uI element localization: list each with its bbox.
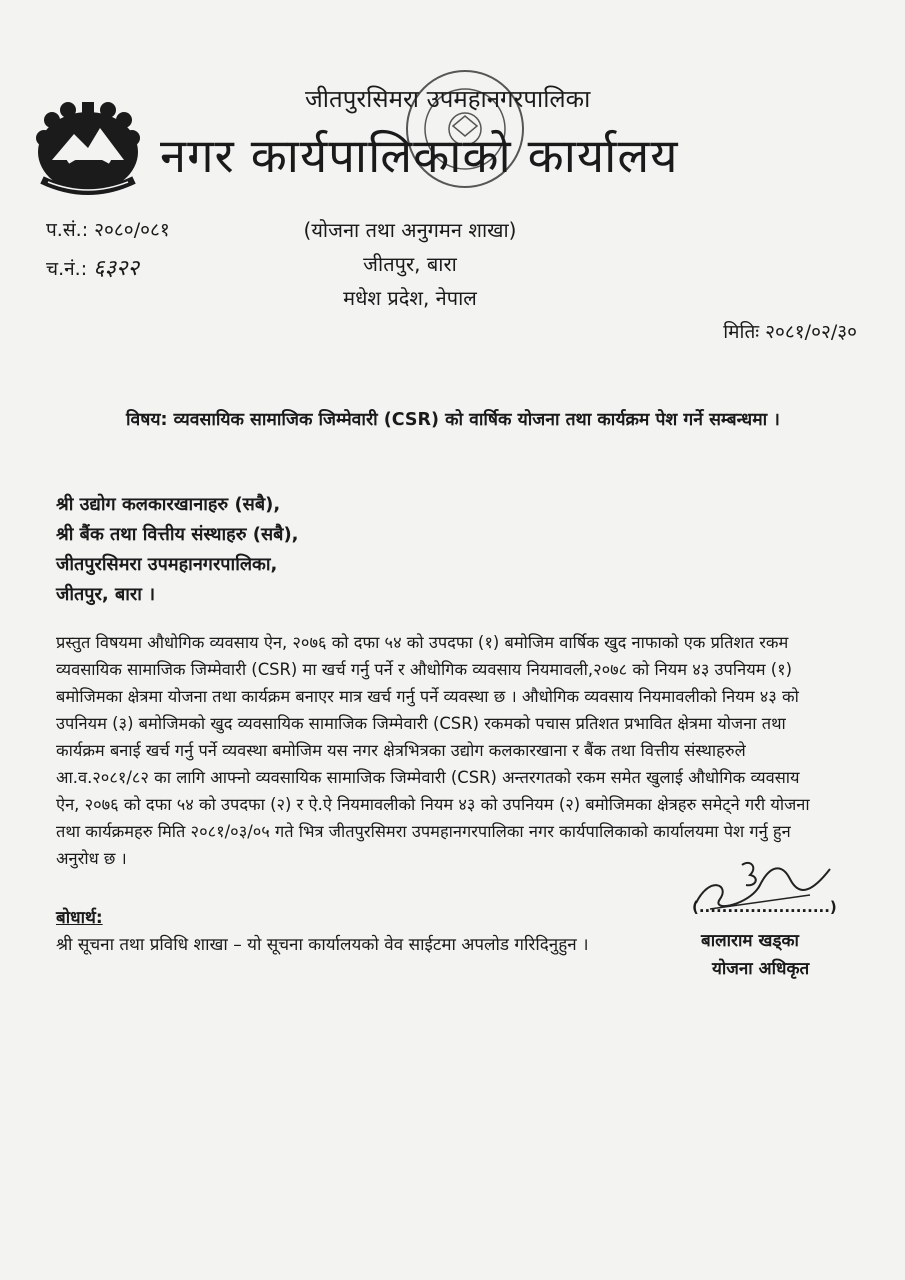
body-text-line: आ.व.२०८१/८२ का लागि आफ्नो व्यवसायिक सामाजिक जिम्मेवारी (CSR) अन्तरगतको रकम समेत खुलाई औधोगिक व्यवसाय bbox=[56, 768, 800, 787]
office-city: जीतपुर, बारा bbox=[363, 252, 457, 276]
body-text-line: उपनियम (३) बमोजिमको खुद व्यवसायिक सामाजिक जिम्मेवारी (CSR) रकमको पचास प्रतिशत प्रभावित क्षेत्रमा योजना तथा bbox=[56, 714, 786, 733]
signatory-name: बालाराम खड्का bbox=[701, 931, 799, 951]
addressee-line: जीतपुर, बारा । bbox=[56, 584, 156, 605]
signatory-title: योजना अधिकृत bbox=[712, 959, 810, 979]
body-text-line: अनुरोध छ । bbox=[56, 849, 127, 868]
cc-label: बोधार्थ: bbox=[56, 908, 103, 928]
body-text-line: कार्यक्रम बनाई खर्च गर्नु पर्ने व्यवस्था बमोजिम यस नगर क्षेत्रभित्रका उद्योग कलकारखाना र बैंक तथा वित्तीय संस्थाहरुले bbox=[56, 741, 746, 760]
office-province: मधेश प्रदेश, नेपाल bbox=[343, 286, 477, 310]
chn-reference bbox=[46, 252, 139, 282]
branch-name: (योजना तथा अनुगमन शाखा) bbox=[303, 218, 517, 242]
body-text-line: तथा कार्यक्रमहरु मिति २०८१/०३/०५ गते भित्र जीतपुरसिमरा उपमहानगरपालिका नगर कार्यपालिकाको कार्यालयमा पेश गर्नु हुन bbox=[56, 822, 791, 841]
body-text-line: व्यवसायिक सामाजिक जिम्मेवारी (CSR) मा खर्च गर्नु पर्ने र औधोगिक व्यवसाय नियमावली,२०७८ को नियम ४३ उपनियम (१) bbox=[56, 660, 793, 679]
ps-label: प.सं.: bbox=[46, 219, 89, 241]
letter-subject: विषय: व्यवसायिक सामाजिक जिम्मेवारी (CSR) को वार्षिक योजना तथा कार्यक्रम पेश गर्ने सम्बन्धमा । bbox=[126, 410, 780, 430]
nepal-emblem-icon bbox=[34, 98, 142, 196]
office-name: नगर कार्यपालिकाको कार्यालय bbox=[160, 129, 679, 184]
cc-text: श्री सूचना तथा प्रविधि शाखा – यो सूचना कार्यालयको वेव साईटमा अपलोड गरिदिनुहुन । bbox=[56, 935, 589, 955]
letter-date: मितिः २०८१/०२/३० bbox=[723, 321, 857, 343]
ps-value: २०८०/०८१ bbox=[94, 219, 170, 241]
organization-name: जीतपुरसिमरा उपमहानगरपालिका bbox=[305, 85, 591, 113]
body-text-line: ऐन, २०७६ को दफा ५४ को उपदफा (२) र ऐ.ऐ नियमावलीको नियम ४३ को उपनियम (२) बमोजिमका क्षेत्रहरु समेट्ने गरी योजना bbox=[56, 795, 810, 814]
addressee-line: श्री बैंक तथा वित्तीय संस्थाहरु (सबै), bbox=[56, 524, 299, 545]
addressee-line: श्री उद्योग कलकारखानाहरु (सबै), bbox=[56, 494, 281, 515]
addressee-line: जीतपुरसिमरा उपमहानगरपालिका, bbox=[56, 554, 278, 575]
chn-label: च.नं.: bbox=[46, 258, 88, 280]
body-text-line: प्रस्तुत विषयमा औधोगिक व्यवसाय ऐन, २०७६ को दफा ५४ को उपदफा (१) बमोजिम वार्षिक खुद नाफाको एक प्रतिशत रकम bbox=[56, 633, 789, 652]
body-text-line: बमोजिमका क्षेत्रमा योजना तथा कार्यक्रम बनाएर मात्र खर्च गर्नु पर्ने व्यवस्था छ । औधोगिक व्यवसाय नियमावलीको नियम ४३ को bbox=[56, 687, 799, 706]
ps-reference bbox=[46, 216, 170, 242]
chn-value: ६३२२ bbox=[93, 256, 139, 281]
signature-placeholder: (.......................) bbox=[692, 898, 837, 916]
